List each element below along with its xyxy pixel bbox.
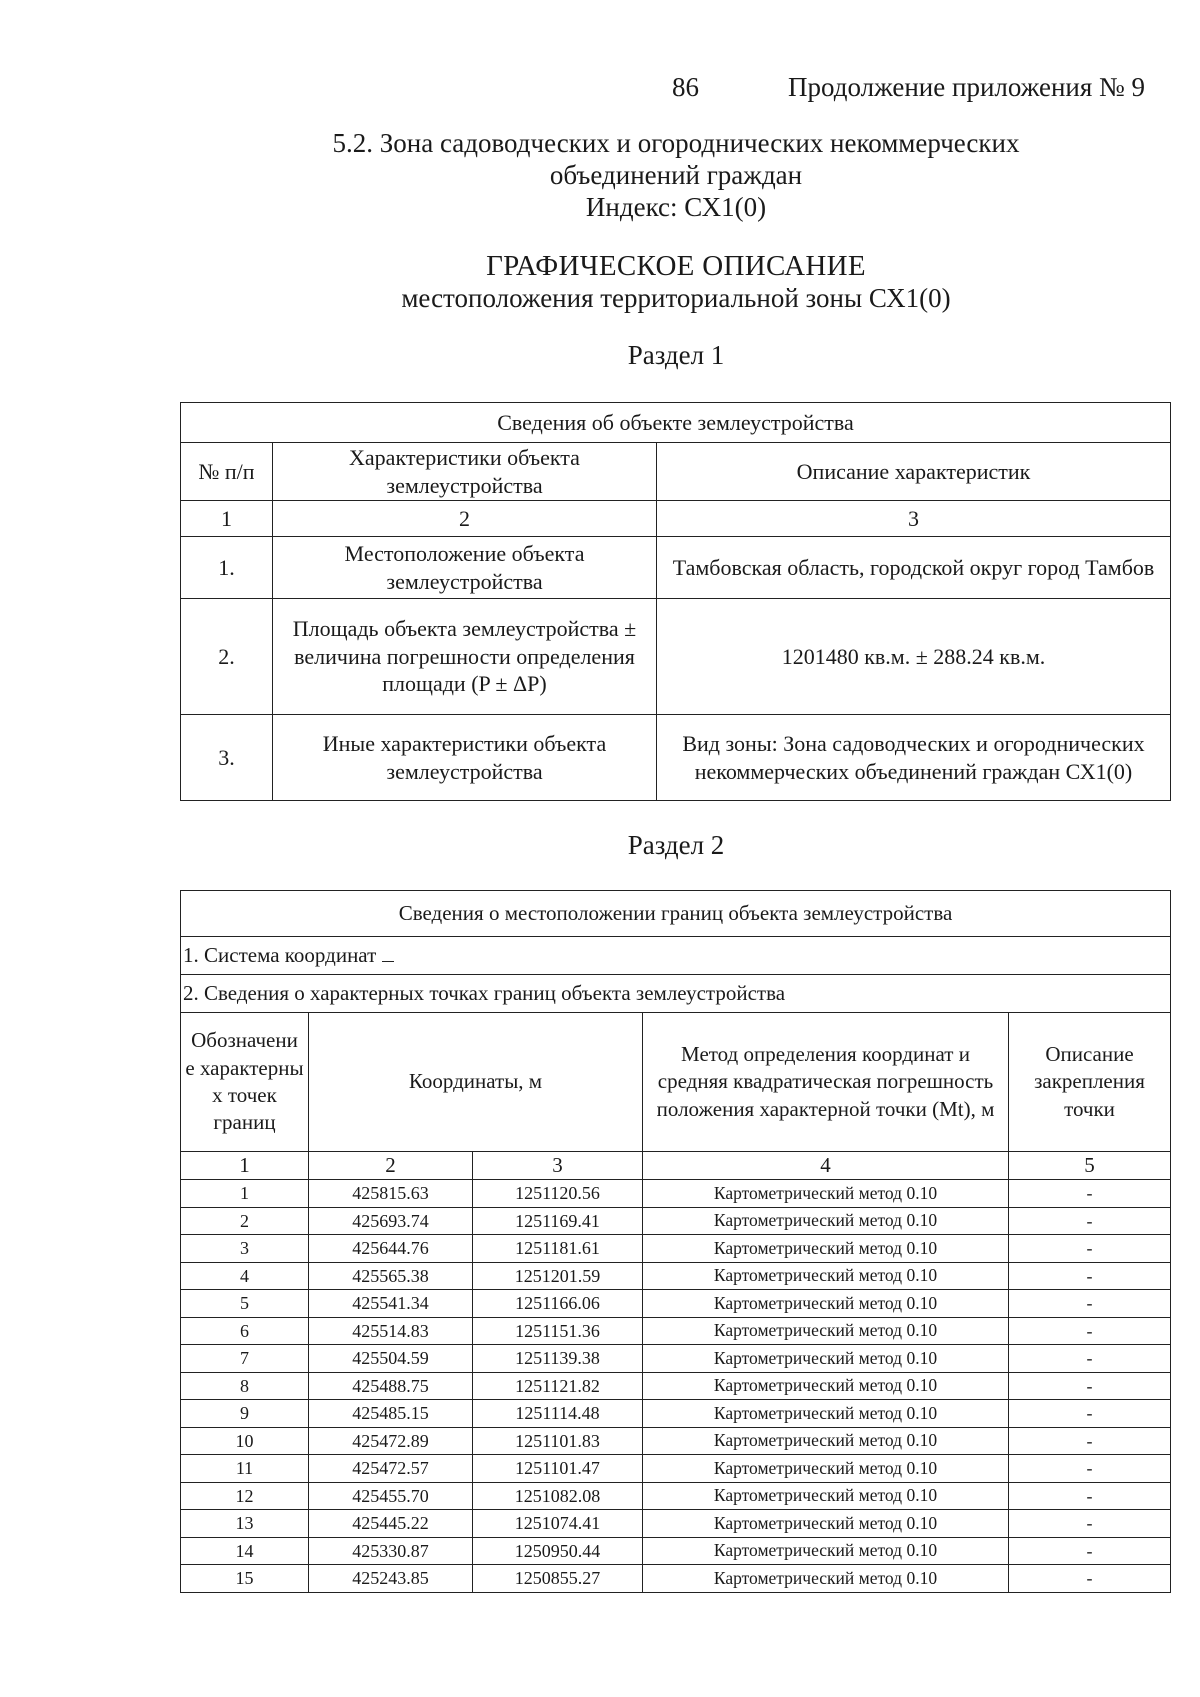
- point-fixing: -: [1009, 1427, 1171, 1455]
- zone-title-line2: объединений граждан: [549, 160, 803, 190]
- object-info-table-title: Сведения об объекте землеустройства: [181, 403, 1171, 443]
- coord-y: 1251139.38: [473, 1345, 643, 1373]
- col-header-fixing: Описание закрепления точки: [1009, 1013, 1171, 1152]
- sub-heading: местоположения территориальной зоны СХ1(0): [401, 283, 951, 313]
- coord-x: 425243.85: [309, 1565, 473, 1593]
- col-header-description: Описание характеристик: [657, 443, 1171, 501]
- coord-x: 425455.70: [309, 1482, 473, 1510]
- coord-y: 1251169.41: [473, 1207, 643, 1235]
- coord-y: 1251114.48: [473, 1400, 643, 1428]
- col-header-coordinates: Координаты, м: [309, 1013, 643, 1152]
- zone-title-line1: 5.2. Зона садоводческих и огороднических некоммерческих: [332, 128, 1020, 158]
- point-fixing: -: [1009, 1537, 1171, 1565]
- col-header-characteristic: Характеристики объекта землеустройства: [273, 443, 657, 501]
- table-row: [181, 1207, 1171, 1235]
- coord-x: 425472.89: [309, 1427, 473, 1455]
- coord-x: 425565.38: [309, 1262, 473, 1290]
- coord-x: 425815.63: [309, 1180, 473, 1208]
- table-row: [181, 1400, 1171, 1428]
- point-fixing: -: [1009, 1345, 1171, 1373]
- point-number: 6: [181, 1317, 309, 1345]
- coord-x: 425541.34: [309, 1290, 473, 1318]
- coord-x: 425693.74: [309, 1207, 473, 1235]
- point-number: 9: [181, 1400, 309, 1428]
- point-fixing: -: [1009, 1317, 1171, 1345]
- point-fixing: -: [1009, 1455, 1171, 1483]
- point-method: Картометрический метод 0.10: [643, 1262, 1009, 1290]
- page-number: 86: [672, 72, 699, 102]
- coord-x: 425485.15: [309, 1400, 473, 1428]
- coord-system-blank: [382, 947, 394, 962]
- point-method: Картометрический метод 0.10: [643, 1427, 1009, 1455]
- table-row: [181, 1537, 1171, 1565]
- main-heading: ГРАФИЧЕСКОЕ ОПИСАНИЕ: [486, 250, 866, 282]
- coord-y: 1250855.27: [473, 1565, 643, 1593]
- coord-x: 425644.76: [309, 1235, 473, 1263]
- point-number: 5: [181, 1290, 309, 1318]
- point-number: 8: [181, 1372, 309, 1400]
- point-fixing: -: [1009, 1372, 1171, 1400]
- point-number: 4: [181, 1262, 309, 1290]
- table-row: [181, 1372, 1171, 1400]
- col-header-num: № п/п: [181, 443, 273, 501]
- point-fixing: -: [1009, 1482, 1171, 1510]
- object-info-table: [180, 402, 1171, 801]
- point-method: Картометрический метод 0.10: [643, 1317, 1009, 1345]
- coord-x: 425330.87: [309, 1537, 473, 1565]
- row-description: Тамбовская область, городской округ город Тамбов: [657, 537, 1171, 599]
- point-fixing: -: [1009, 1290, 1171, 1318]
- point-number: 1: [181, 1180, 309, 1208]
- point-fixing: -: [1009, 1565, 1171, 1593]
- row-description: 1201480 кв.м. ± 288.24 кв.м.: [657, 599, 1171, 715]
- table-row: [181, 1427, 1171, 1455]
- col-header-method: Метод определения координат и средняя квадратическая погрешность положения характерной точки (Mt), м: [643, 1013, 1009, 1152]
- table-row: [181, 1317, 1171, 1345]
- point-method: Картометрический метод 0.10: [643, 1455, 1009, 1483]
- table-row: [181, 1565, 1171, 1593]
- row-characteristic: Местоположение объекта землеустройства: [273, 537, 657, 599]
- row-number: 1.: [181, 537, 273, 599]
- point-number: 10: [181, 1427, 309, 1455]
- coord-y: 1251101.83: [473, 1427, 643, 1455]
- col-header-designation: Обозначени е характерны х точек границ: [181, 1013, 309, 1152]
- col-number: 2: [309, 1152, 473, 1180]
- point-number: 2: [181, 1207, 309, 1235]
- point-method: Картометрический метод 0.10: [643, 1565, 1009, 1593]
- running-head: Продолжение приложения № 9: [788, 72, 1146, 102]
- coord-x: 425514.83: [309, 1317, 473, 1345]
- table-row: [181, 1262, 1171, 1290]
- col-number: 2: [273, 501, 657, 537]
- points-title: 2. Сведения о характерных точках границ объекта землеустройства: [181, 975, 1171, 1013]
- col-number: 1: [181, 501, 273, 537]
- point-fixing: -: [1009, 1262, 1171, 1290]
- point-fixing: -: [1009, 1510, 1171, 1538]
- table-row: [181, 715, 1171, 801]
- row-number: 2.: [181, 599, 273, 715]
- coord-y: 1251101.47: [473, 1455, 643, 1483]
- coord-system-label: 1. Система координат: [183, 942, 377, 967]
- coord-y: 1251121.82: [473, 1372, 643, 1400]
- coord-x: 425445.22: [309, 1510, 473, 1538]
- point-number: 12: [181, 1482, 309, 1510]
- point-number: 15: [181, 1565, 309, 1593]
- section1-title: Раздел 1: [627, 340, 725, 370]
- point-fixing: -: [1009, 1180, 1171, 1208]
- point-method: Картометрический метод 0.10: [643, 1207, 1009, 1235]
- zone-index: Индекс: СХ1(0): [585, 192, 767, 222]
- table-row: [181, 1180, 1171, 1208]
- coord-x: 425472.57: [309, 1455, 473, 1483]
- coord-y: 1251082.08: [473, 1482, 643, 1510]
- table-row: [181, 599, 1171, 715]
- table-row: [181, 1290, 1171, 1318]
- table-row: [181, 1482, 1171, 1510]
- coord-system-row: [181, 937, 1171, 975]
- section2-title: Раздел 2: [627, 830, 725, 860]
- row-number: 3.: [181, 715, 273, 801]
- point-method: Картометрический метод 0.10: [643, 1290, 1009, 1318]
- coord-y: 1251074.41: [473, 1510, 643, 1538]
- point-method: Картометрический метод 0.10: [643, 1537, 1009, 1565]
- coord-y: 1251181.61: [473, 1235, 643, 1263]
- coord-y: 1251201.59: [473, 1262, 643, 1290]
- col-number: 3: [657, 501, 1171, 537]
- point-method: Картометрический метод 0.10: [643, 1345, 1009, 1373]
- boundary-points-table: [180, 890, 1171, 1593]
- col-number: 3: [473, 1152, 643, 1180]
- coord-y: 1251166.06: [473, 1290, 643, 1318]
- point-number: 11: [181, 1455, 309, 1483]
- row-characteristic: Иные характеристики объекта землеустройства: [273, 715, 657, 801]
- col-number: 5: [1009, 1152, 1171, 1180]
- table-row: [181, 537, 1171, 599]
- coord-x: 425504.59: [309, 1345, 473, 1373]
- point-method: Картометрический метод 0.10: [643, 1372, 1009, 1400]
- point-fixing: -: [1009, 1400, 1171, 1428]
- row-characteristic: Площадь объекта землеустройства ± величина погрешности определения площади (P ± ΔP): [273, 599, 657, 715]
- point-method: Картометрический метод 0.10: [643, 1235, 1009, 1263]
- point-number: 7: [181, 1345, 309, 1373]
- table-row: [181, 1235, 1171, 1263]
- row-description: Вид зоны: Зона садоводческих и огороднических некоммерческих объединений граждан СХ1(0): [657, 715, 1171, 801]
- col-number: 4: [643, 1152, 1009, 1180]
- coord-y: 1251120.56: [473, 1180, 643, 1208]
- coord-x: 425488.75: [309, 1372, 473, 1400]
- table-row: [181, 1455, 1171, 1483]
- point-method: Картометрический метод 0.10: [643, 1180, 1009, 1208]
- table-row: [181, 1345, 1171, 1373]
- col-number: 1: [181, 1152, 309, 1180]
- coord-y: 1251151.36: [473, 1317, 643, 1345]
- point-method: Картометрический метод 0.10: [643, 1482, 1009, 1510]
- point-fixing: -: [1009, 1207, 1171, 1235]
- point-method: Картометрический метод 0.10: [643, 1510, 1009, 1538]
- points-body: [181, 1180, 1171, 1593]
- point-number: 13: [181, 1510, 309, 1538]
- point-number: 3: [181, 1235, 309, 1263]
- point-fixing: -: [1009, 1235, 1171, 1263]
- table-row: [181, 1510, 1171, 1538]
- boundary-table-title: Сведения о местоположении границ объекта землеустройства: [181, 891, 1171, 937]
- point-method: Картометрический метод 0.10: [643, 1400, 1009, 1428]
- point-number: 14: [181, 1537, 309, 1565]
- coord-y: 1250950.44: [473, 1537, 643, 1565]
